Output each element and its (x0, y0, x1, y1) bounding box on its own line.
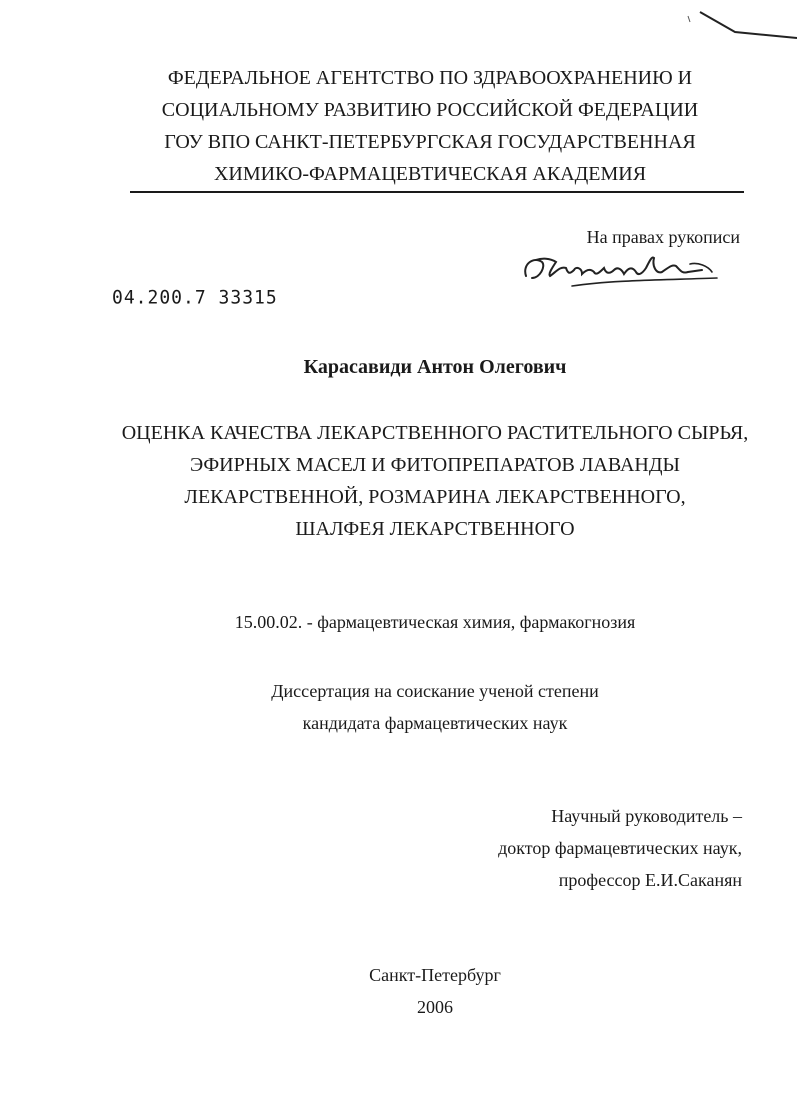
header-line: СОЦИАЛЬНОМУ РАЗВИТИЮ РОССИЙСКОЙ ФЕДЕРАЦИИ (161, 99, 699, 121)
supervisor-line: доктор фармацевтических наук, (498, 838, 742, 858)
title-line: ОЦЕНКА КАЧЕСТВА ЛЕКАРСТВЕННОГО РАСТИТЕЛЬНОГО СЫРЬЯ, (121, 422, 749, 444)
manuscript-note: На правах рукописи (586, 227, 740, 247)
signature-icon (512, 244, 732, 294)
scan-corner-mark (680, 4, 797, 44)
title-line: ШАЛФЕЯ ЛЕКАРСТВЕННОГО (295, 518, 575, 540)
registration-number: 04.200.7 33315 (112, 286, 278, 309)
institution-header (100, 62, 760, 190)
header-line: ГОУ ВПО САНКТ-ПЕТЕРБУРГСКАЯ ГОСУДАРСТВЕННАЯ (164, 131, 696, 153)
degree-statement (100, 675, 770, 739)
supervisor-line: профессор Е.И.Саканян (558, 870, 742, 890)
header-line: ФЕДЕРАЛЬНОЕ АГЕНТСТВО ПО ЗДРАВООХРАНЕНИЮ И (167, 67, 693, 89)
degree-line: кандидата фармацевтических наук (302, 713, 568, 733)
title-line: ЭФИРНЫХ МАСЕЛ И ФИТОПРЕПАРАТОВ ЛАВАНДЫ (190, 454, 680, 476)
footer (100, 959, 770, 1023)
dissertation-title (100, 417, 770, 545)
title-line: ЛЕКАРСТВЕННОЙ, РОЗМАРИНА ЛЕКАРСТВЕННОГО, (184, 486, 686, 508)
header-line: ХИМИКО-ФАРМАЦЕВТИЧЕСКАЯ АКАДЕМИЯ (213, 163, 647, 185)
author-name: Карасавиди Антон Олегович (303, 356, 567, 378)
footer-city: Санкт-Петербург (369, 965, 501, 985)
supervisor-block (400, 800, 742, 896)
footer-year: 2006 (417, 997, 453, 1017)
degree-line: Диссертация на соискание ученой степени (271, 681, 599, 701)
supervisor-line: Научный руководитель – (551, 806, 742, 826)
specialty-code: 15.00.02. - фармацевтическая химия, фармакогнозия (234, 612, 636, 632)
header-divider (130, 191, 744, 193)
